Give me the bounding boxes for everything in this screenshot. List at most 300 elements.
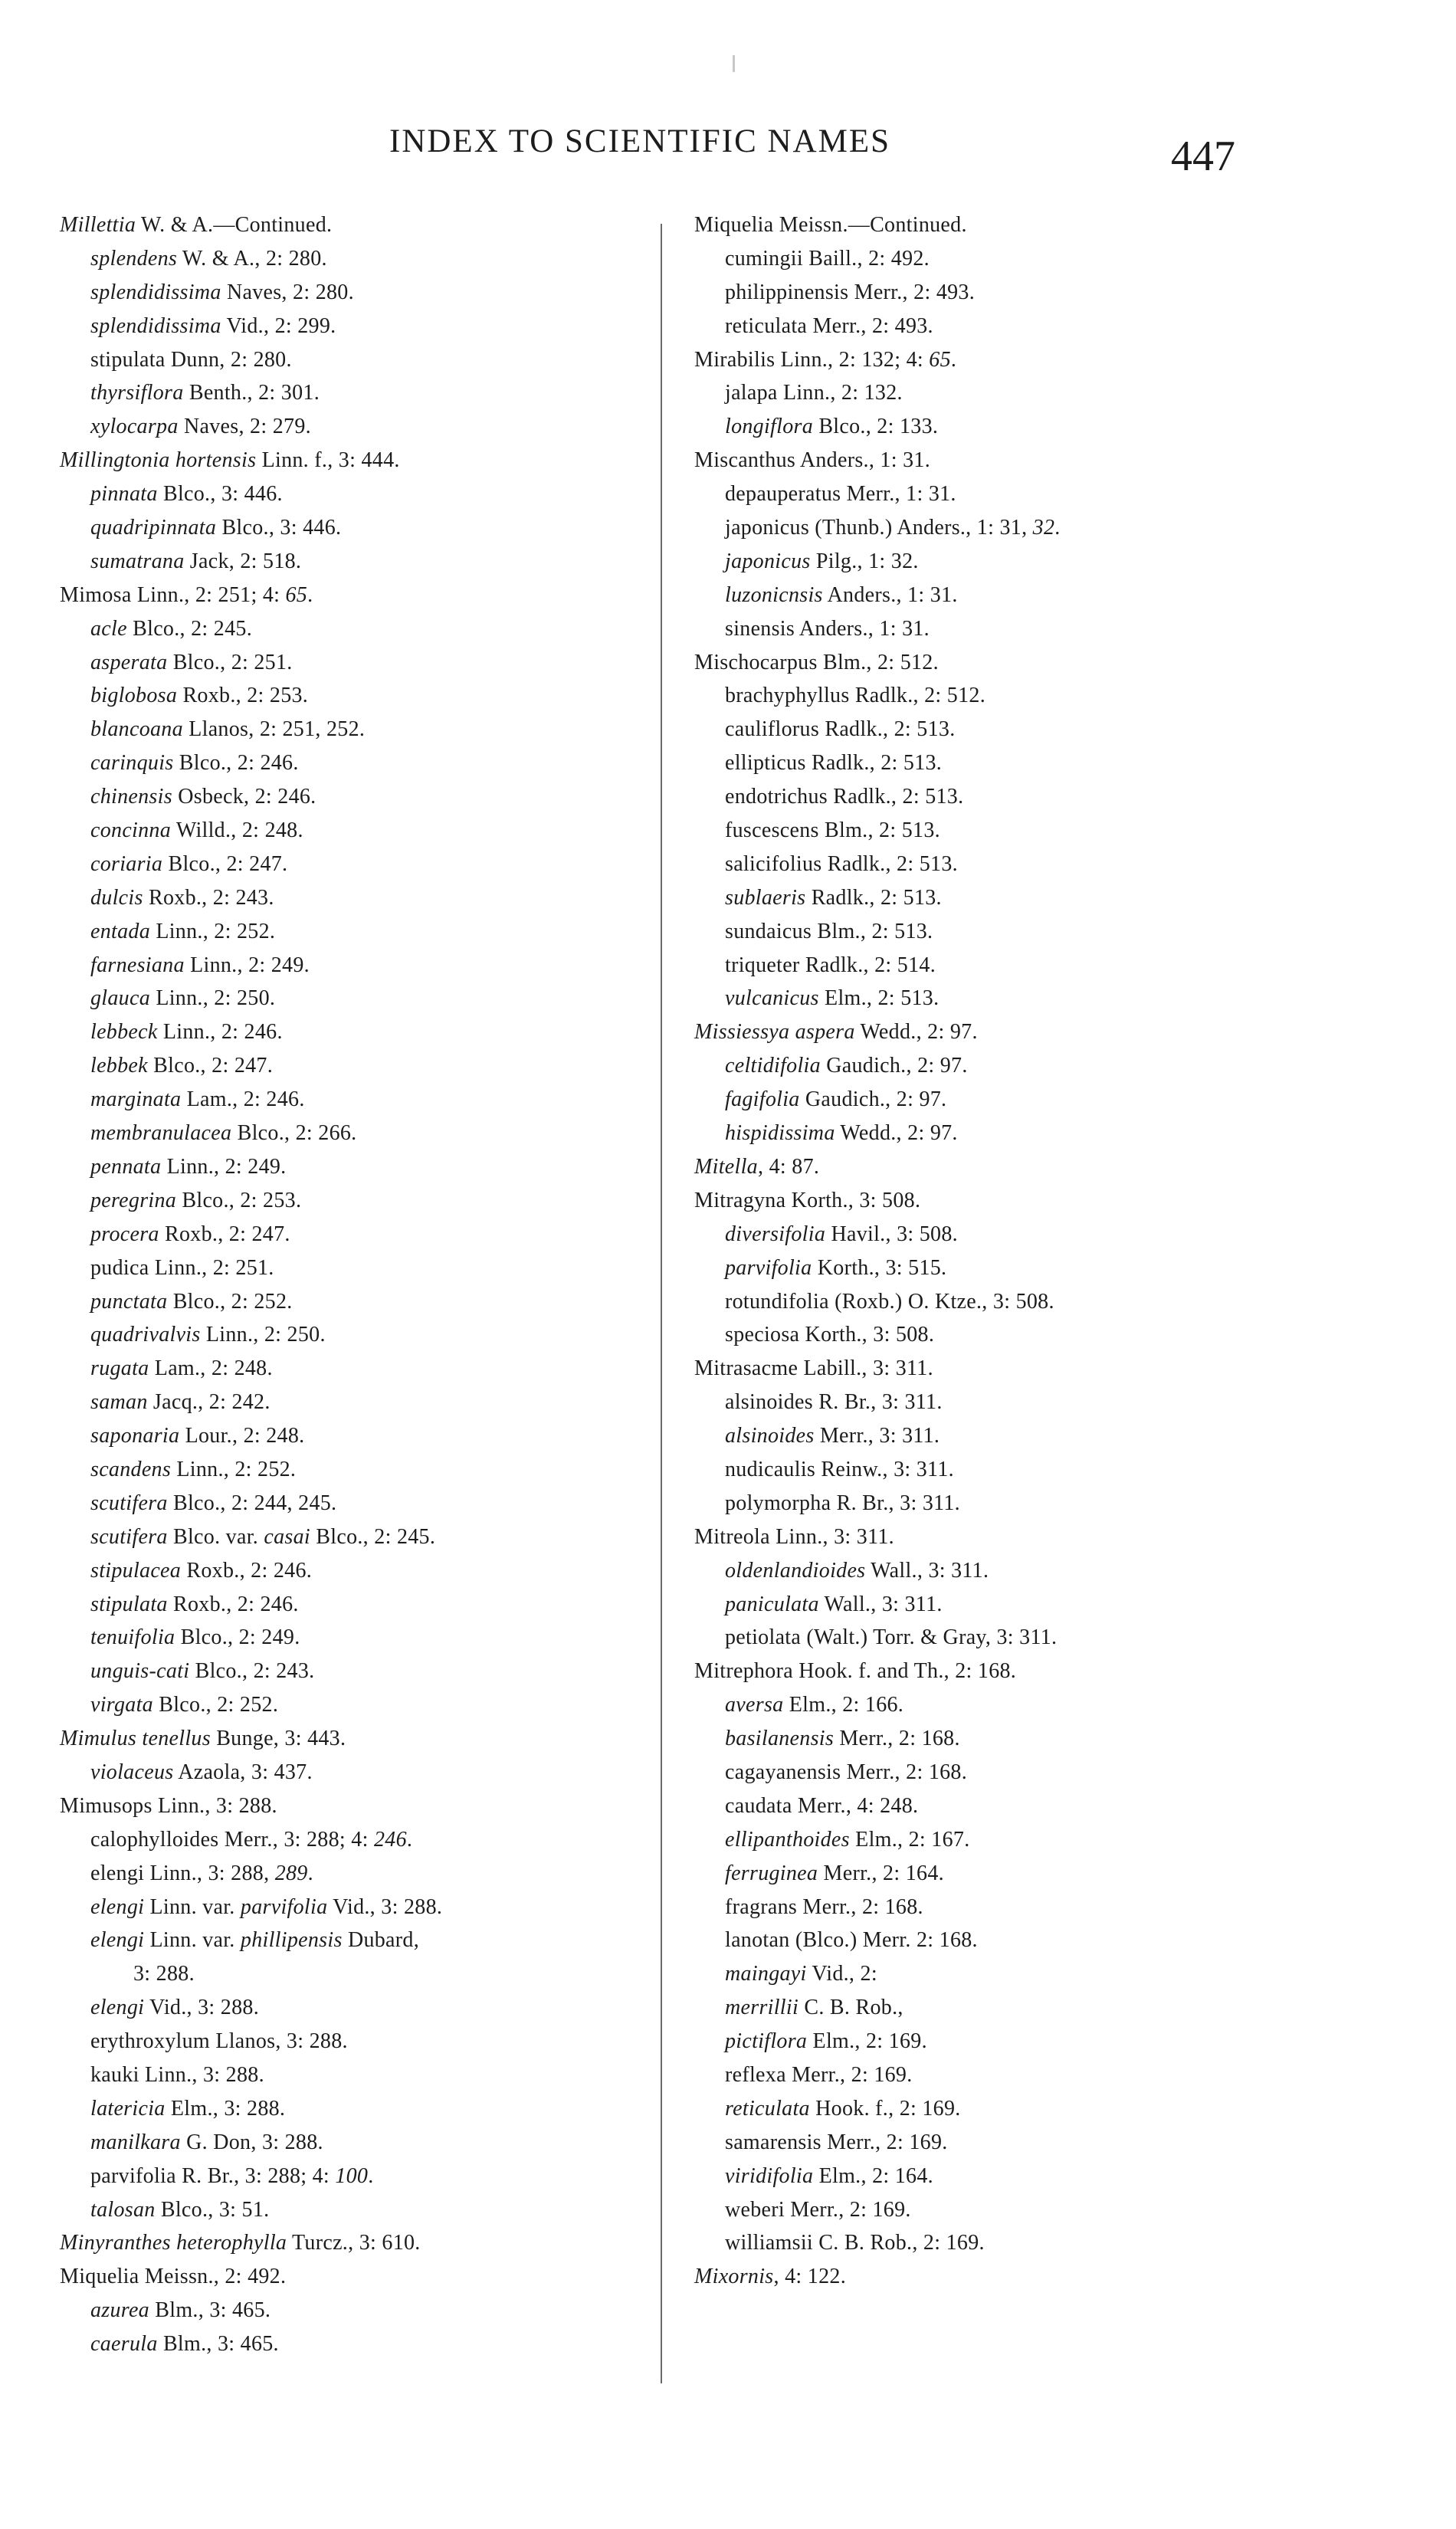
- roman-text: Jack, 2: 518.: [184, 549, 302, 573]
- index-entry-genus: [60, 2260, 688, 2294]
- italic-text: marginata: [90, 1087, 182, 1112]
- italic-text: xylocarpa: [90, 415, 179, 439]
- roman-text: Linn., 2: 252.: [171, 1457, 297, 1481]
- italic-text: caerula: [90, 2332, 158, 2357]
- roman-text: fuscescens Blm., 2: 513.: [725, 818, 940, 843]
- roman-text: Elm., 3: 288.: [165, 2096, 286, 2121]
- roman-text: Blco., 2: 252.: [167, 1289, 293, 1314]
- roman-text: Roxb., 2: 243.: [143, 885, 274, 910]
- roman-text: alsinoides R. Br., 3: 311.: [725, 1390, 943, 1415]
- roman-text: reticulata Merr., 2: 493.: [725, 313, 933, 338]
- index-entry-genus: [694, 646, 1323, 680]
- left-column: [60, 208, 688, 2361]
- italic-text: 100: [335, 2163, 369, 2188]
- roman-text: pudica Linn., 2: 251.: [90, 1255, 274, 1280]
- roman-text: Roxb., 2: 246.: [167, 1592, 299, 1616]
- index-entry-species: [60, 814, 688, 848]
- italic-text: stipulata: [90, 1592, 168, 1616]
- italic-text: elengi: [90, 1996, 145, 2020]
- index-entry-species: [60, 1218, 688, 1251]
- index-entry-species: [60, 1049, 688, 1083]
- roman-text: ellipticus Radlk., 2: 513.: [725, 751, 943, 776]
- roman-text: sinensis Anders., 1: 31.: [725, 616, 930, 641]
- italic-text: concinna: [90, 818, 172, 843]
- index-entry-species: [60, 242, 688, 276]
- index-entry-species: [694, 949, 1323, 982]
- index-entry-species: [60, 1688, 688, 1722]
- index-entry-species: [60, 2327, 688, 2361]
- index-entry-species: [60, 1150, 688, 1184]
- index-entry-species: [60, 1352, 688, 1386]
- italic-text: blancoana: [90, 717, 183, 742]
- index-entry-species: [60, 1621, 688, 1655]
- roman-text: Lour., 2: 248.: [179, 1424, 305, 1448]
- index-entry-species: [694, 1991, 1323, 2025]
- index-entry-species: [694, 1688, 1323, 1722]
- roman-text: Miquelia Meissn.—Continued.: [694, 213, 967, 237]
- index-entry-species: [60, 679, 688, 713]
- roman-text: jalapa Linn., 2: 132.: [725, 381, 903, 405]
- index-entry-species: [60, 1924, 688, 1957]
- italic-text: Millingtonia hortensis: [60, 448, 257, 473]
- italic-text: Minyranthes heterophylla: [60, 2231, 287, 2255]
- index-entry-species: [60, 713, 688, 746]
- index-entry-species: [694, 1621, 1323, 1655]
- italic-text: manilkara: [90, 2130, 181, 2154]
- page-number: 447: [1171, 133, 1235, 180]
- roman-text: W. & A., 2: 280.: [177, 246, 327, 271]
- index-entry-species: [694, 1823, 1323, 1857]
- roman-text: G. Don, 3: 288.: [180, 2130, 323, 2154]
- roman-text: Blm., 3: 465.: [157, 2332, 279, 2357]
- roman-text: Gaudich., 2: 97.: [799, 1087, 947, 1112]
- index-entry-species: [60, 2058, 688, 2092]
- index-entry-species: [694, 1117, 1323, 1150]
- index-entry-species: [694, 1285, 1323, 1319]
- index-entry-species: [694, 276, 1323, 310]
- roman-text: Havil., 3: 508.: [825, 1222, 958, 1246]
- index-entry-genus: [60, 2226, 688, 2260]
- roman-text: Blco., 2: 249.: [175, 1625, 300, 1650]
- roman-text: endotrichus Radlk., 2: 513.: [725, 785, 964, 809]
- roman-text: Linn., 2: 249.: [161, 1154, 287, 1179]
- roman-text: Merr., 3: 311.: [814, 1424, 940, 1448]
- italic-text: acle: [90, 616, 127, 641]
- roman-text: Merr., 2: 164.: [818, 1861, 944, 1885]
- roman-text: Roxb., 2: 253.: [177, 684, 309, 708]
- index-entry-species: [60, 915, 688, 949]
- index-entry-species: [694, 477, 1323, 511]
- italic-text: azurea: [90, 2298, 149, 2323]
- roman-text: Anders., 1: 31.: [822, 582, 958, 607]
- roman-text: sundaicus Blm., 2: 513.: [725, 919, 933, 943]
- index-entry-species: [694, 511, 1323, 545]
- index-entry-genus: [694, 1655, 1323, 1688]
- italic-text: rugata: [90, 1356, 149, 1381]
- roman-text: Miscanthus Anders., 1: 31.: [694, 448, 931, 473]
- roman-text: , 4: 122.: [773, 2265, 846, 2289]
- italic-text: luzonicnsis: [725, 582, 823, 607]
- index-entry-species: [60, 1184, 688, 1218]
- index-entry-species: [694, 2193, 1323, 2227]
- index-entry-species: [694, 242, 1323, 276]
- index-entry-species: [694, 2092, 1323, 2126]
- roman-text: Blco., 3: 446.: [157, 482, 283, 507]
- index-entry-species: [60, 410, 688, 444]
- italic-text: thyrsiflora: [90, 381, 184, 405]
- index-entry-species: [60, 1083, 688, 1117]
- italic-text: violaceus: [90, 1760, 174, 1784]
- roman-text: Elm., 2: 166.: [783, 1693, 904, 1717]
- roman-text: Linn., 2: 252.: [150, 919, 276, 943]
- roman-text: williamsii C. B. Rob., 2: 169.: [725, 2231, 985, 2255]
- index-entry-species: [60, 310, 688, 343]
- index-entry-species: [60, 1823, 688, 1857]
- index-entry-species: [60, 1957, 688, 1991]
- index-entry-genus: [694, 343, 1323, 377]
- index-entry-species: [694, 713, 1323, 746]
- roman-text: C. B. Rob.,: [799, 1996, 903, 2020]
- index-entry-species: [694, 1957, 1323, 1991]
- index-entry-species: [694, 814, 1323, 848]
- roman-text: Mitrasacme Labill., 3: 311.: [694, 1356, 933, 1381]
- italic-text: scutifera: [90, 1524, 168, 1549]
- roman-text: Blm., 3: 465.: [149, 2298, 271, 2323]
- roman-text: Turcz., 3: 610.: [287, 2231, 421, 2255]
- roman-text: Azaola, 3: 437.: [173, 1760, 313, 1784]
- italic-text: latericia: [90, 2096, 166, 2121]
- index-entry-species: [60, 2160, 688, 2193]
- roman-text: cagayanensis Merr., 2: 168.: [725, 1760, 968, 1784]
- index-entry-species: [694, 310, 1323, 343]
- roman-text: Vid., 3: 288.: [144, 1996, 260, 2020]
- roman-text: elengi Linn., 3: 288,: [90, 1861, 275, 1885]
- roman-text: Wall., 3: 311.: [818, 1592, 943, 1616]
- roman-text: Naves, 2: 280.: [221, 280, 354, 304]
- roman-text: Radlk., 2: 513.: [805, 885, 942, 910]
- roman-text: Linn., 2: 250.: [150, 986, 276, 1011]
- index-entry-species: [694, 612, 1323, 646]
- italic-text: glauca: [90, 986, 151, 1011]
- index-entry-species: [694, 915, 1323, 949]
- roman-text: Wedd., 2: 97.: [835, 1121, 958, 1146]
- italic-text: asperata: [90, 650, 168, 674]
- roman-text: Hook. f., 2: 169.: [809, 2096, 961, 2121]
- index-entry-species: [60, 1453, 688, 1487]
- roman-text: 3: 288.: [133, 1962, 195, 1986]
- index-entry-genus: [60, 1789, 688, 1823]
- italic-text: basilanensis: [725, 1727, 835, 1751]
- italic-text: parvifolia: [725, 1255, 812, 1280]
- italic-text: entada: [90, 919, 151, 943]
- italic-text: pennata: [90, 1154, 162, 1179]
- italic-text: ferruginea: [725, 1861, 818, 1885]
- italic-text: Millettia: [60, 213, 136, 237]
- index-entry-genus: [694, 208, 1323, 242]
- index-entry-genus: [60, 444, 688, 477]
- index-entry-species: [60, 1251, 688, 1285]
- roman-text: Elm., 2: 169.: [807, 2029, 927, 2054]
- index-entry-genus: [60, 579, 688, 612]
- index-entry-species: [60, 646, 688, 680]
- roman-text: weberi Merr., 2: 169.: [725, 2197, 911, 2222]
- index-entry-species: [694, 2160, 1323, 2193]
- index-entry-species: [694, 1891, 1323, 1924]
- italic-text: unguis-cati: [90, 1659, 190, 1684]
- italic-text: alsinoides: [725, 1424, 815, 1448]
- index-entry-species: [60, 1588, 688, 1622]
- italic-text: talosan: [90, 2197, 156, 2222]
- roman-text: Elm., 2: 167.: [849, 1827, 970, 1852]
- index-entry-species: [694, 2126, 1323, 2160]
- italic-text: maingayi: [725, 1962, 807, 1986]
- roman-text: polymorpha R. Br., 3: 311.: [725, 1491, 960, 1515]
- roman-text: petiolata (Walt.) Torr. & Gray, 3: 311.: [725, 1625, 1058, 1650]
- index-entry-species: [60, 511, 688, 545]
- index-entry-species: [694, 679, 1323, 713]
- index-entry-species: [694, 1386, 1323, 1419]
- roman-text: Blco., 2: 246.: [173, 751, 299, 776]
- italic-text: biglobosa: [90, 684, 178, 708]
- index-entry-species: [60, 1419, 688, 1453]
- index-entry-species: [694, 2058, 1323, 2092]
- index-entry-species: [60, 376, 688, 410]
- italic-text: tenuifolia: [90, 1625, 175, 1650]
- roman-text: Blco., 2: 244, 245.: [167, 1491, 337, 1515]
- roman-text: Pilg., 1: 32.: [810, 549, 919, 573]
- roman-text: Osbeck, 2: 246.: [172, 785, 316, 809]
- roman-text: Gaudich., 2: 97.: [820, 1054, 968, 1078]
- roman-text: Mitragyna Korth., 3: 508.: [694, 1188, 921, 1212]
- roman-text: Linn., 2: 250.: [200, 1323, 326, 1347]
- roman-text: rotundifolia (Roxb.) O. Ktze., 3: 508.: [725, 1289, 1054, 1314]
- italic-text: elengi: [90, 1928, 145, 1953]
- index-entry-species: [694, 376, 1323, 410]
- index-entry-species: [694, 1588, 1323, 1622]
- roman-text: Elm., 2: 164.: [813, 2163, 933, 2188]
- roman-text: W. & A.—Continued.: [136, 213, 333, 237]
- scan-mark: [733, 55, 735, 72]
- italic-text: 246: [373, 1827, 407, 1852]
- italic-text: scandens: [90, 1457, 172, 1481]
- italic-text: scutifera: [90, 1491, 168, 1515]
- index-entry-species: [694, 579, 1323, 612]
- roman-text: Blco., 2: 245.: [126, 616, 253, 641]
- roman-text: Korth., 3: 515.: [812, 1255, 947, 1280]
- italic-text: aversa: [725, 1693, 784, 1717]
- index-entry-species: [60, 949, 688, 982]
- italic-text: lebbek: [90, 1054, 148, 1078]
- italic-text: saponaria: [90, 1424, 180, 1448]
- roman-text: Jacq., 2: 242.: [147, 1390, 271, 1415]
- italic-text: splendidissima: [90, 313, 221, 338]
- italic-text: membranulacea: [90, 1121, 232, 1146]
- index-entry-species: [60, 2126, 688, 2160]
- index-entry-genus: [694, 1184, 1323, 1218]
- roman-text: .: [307, 582, 313, 607]
- index-entry-genus: [694, 1520, 1323, 1554]
- italic-text: punctata: [90, 1289, 168, 1314]
- index-entry-species: [60, 780, 688, 814]
- italic-text: Mimulus tenellus: [60, 1727, 211, 1751]
- roman-text: .: [1054, 516, 1061, 540]
- index-entry-species: [60, 1117, 688, 1150]
- italic-text: viridifolia: [725, 2163, 814, 2188]
- index-entry-species: [694, 982, 1323, 1015]
- index-entry-genus: [60, 208, 688, 242]
- roman-text: Dubard,: [342, 1928, 420, 1953]
- italic-text: oldenlandioides: [725, 1558, 866, 1583]
- roman-text: Willd., 2: 248.: [171, 818, 303, 843]
- roman-text: .: [950, 347, 957, 372]
- index-entry-species: [694, 1218, 1323, 1251]
- italic-text: dulcis: [90, 885, 143, 910]
- index-entry-species: [694, 746, 1323, 780]
- index-entry-species: [694, 1756, 1323, 1789]
- index-entry-species: [60, 848, 688, 881]
- index-entry-species: [694, 1419, 1323, 1453]
- roman-text: Vid., 3: 288.: [327, 1894, 443, 1919]
- roman-text: samarensis Merr., 2: 169.: [725, 2130, 948, 2154]
- italic-text: chinensis: [90, 785, 172, 809]
- roman-text: Blco., 2: 247.: [162, 851, 288, 876]
- roman-text: Vid., 2:: [806, 1962, 877, 1986]
- index-entry-species: [60, 2025, 688, 2058]
- roman-text: japonicus (Thunb.) Anders., 1: 31,: [725, 516, 1033, 540]
- roman-text: Naves, 2: 279.: [178, 415, 311, 439]
- index-entry-species: [694, 2226, 1323, 2260]
- index-entry-species: [60, 545, 688, 579]
- index-entry-species: [60, 1386, 688, 1419]
- italic-text: Mixornis: [694, 2265, 774, 2289]
- italic-text: coriaria: [90, 851, 163, 876]
- roman-text: cumingii Baill., 2: 492.: [725, 246, 930, 271]
- roman-text: Blco., 3: 51.: [155, 2197, 270, 2222]
- index-entry-species: [694, 848, 1323, 881]
- italic-text: vulcanicus: [725, 986, 819, 1011]
- italic-text: 65: [285, 582, 308, 607]
- roman-text: caudata Merr., 4: 248.: [725, 1793, 919, 1818]
- roman-text: Blco., 2: 251.: [167, 650, 293, 674]
- index-entry-species: [694, 780, 1323, 814]
- roman-text: erythroxylum Llanos, 3: 288.: [90, 2029, 348, 2054]
- index-entry-species: [60, 746, 688, 780]
- index-entry-species: [60, 1318, 688, 1352]
- index-entry-genus: [694, 1352, 1323, 1386]
- index-entry-species: [694, 1487, 1323, 1520]
- italic-text: japonicus: [725, 549, 811, 573]
- column-divider: [661, 224, 662, 2383]
- italic-text: fagifolia: [725, 1087, 800, 1112]
- roman-text: Blco., 3: 446.: [216, 516, 342, 540]
- roman-text: Linn. f., 3: 444.: [256, 448, 400, 473]
- roman-text: lanotan (Blco.) Merr. 2: 168.: [725, 1928, 978, 1953]
- roman-text: Linn. var.: [144, 1894, 241, 1919]
- italic-text: saman: [90, 1390, 148, 1415]
- italic-text: elengi: [90, 1894, 145, 1919]
- italic-text: longiflora: [725, 415, 814, 439]
- index-entry-species: [60, 1891, 688, 1924]
- index-entry-species: [60, 1285, 688, 1319]
- index-entry-species: [694, 1857, 1323, 1891]
- roman-text: cauliflorus Radlk., 2: 513.: [725, 717, 956, 742]
- roman-text: Mitreola Linn., 3: 311.: [694, 1524, 894, 1549]
- index-entry-species: [60, 1520, 688, 1554]
- roman-text: reflexa Merr., 2: 169.: [725, 2062, 913, 2087]
- index-entry-species: [694, 881, 1323, 915]
- roman-text: calophylloides Merr., 3: 288; 4:: [90, 1827, 374, 1852]
- roman-text: triqueter Radlk., 2: 514.: [725, 953, 936, 977]
- index-entry-species: [60, 1655, 688, 1688]
- italic-text: procera: [90, 1222, 159, 1246]
- roman-text: .: [406, 1827, 413, 1852]
- index-entry-species: [694, 545, 1323, 579]
- italic-text: splendens: [90, 246, 178, 271]
- italic-text: hispidissima: [725, 1121, 835, 1146]
- index-entry-genus: [694, 1015, 1323, 1049]
- roman-text: Lam., 2: 246.: [181, 1087, 305, 1112]
- roman-text: , 4: 87.: [757, 1154, 820, 1179]
- index-entry-species: [694, 2025, 1323, 2058]
- roman-text: stipulata Dunn, 2: 280.: [90, 347, 292, 372]
- italic-text: diversifolia: [725, 1222, 826, 1246]
- italic-text: parvifolia: [240, 1894, 328, 1919]
- roman-text: Blco., 2: 252.: [152, 1693, 279, 1717]
- italic-text: celtidifolia: [725, 1054, 821, 1078]
- index-entry-species: [60, 276, 688, 310]
- roman-text: Llanos, 2: 251, 252.: [182, 717, 366, 742]
- roman-text: Vid., 2: 299.: [221, 313, 336, 338]
- roman-text: kauki Linn., 3: 288.: [90, 2062, 264, 2087]
- roman-text: Lam., 2: 248.: [149, 1356, 273, 1381]
- roman-text: fragrans Merr., 2: 168.: [725, 1894, 923, 1919]
- roman-text: .: [368, 2163, 374, 2188]
- italic-text: farnesiana: [90, 953, 185, 977]
- roman-text: Linn., 2: 246.: [157, 1020, 283, 1045]
- index-entry-species: [60, 2193, 688, 2227]
- italic-text: lebbeck: [90, 1020, 158, 1045]
- italic-text: carinquis: [90, 751, 174, 776]
- italic-text: quadrivalvis: [90, 1323, 201, 1347]
- roman-text: Mischocarpus Blm., 2: 512.: [694, 650, 939, 674]
- index-entry-species: [694, 1554, 1323, 1588]
- roman-text: Roxb., 2: 246.: [181, 1558, 313, 1583]
- index-entry-species: [60, 612, 688, 646]
- roman-text: Merr., 2: 168.: [834, 1727, 960, 1751]
- roman-text: Linn. var.: [144, 1928, 241, 1953]
- index-entry-genus: [694, 2260, 1323, 2294]
- roman-text: Blco., 2: 133.: [813, 415, 939, 439]
- roman-text: Benth., 2: 301.: [183, 381, 320, 405]
- italic-text: sublaeris: [725, 885, 806, 910]
- index-entry-species: [60, 477, 688, 511]
- roman-text: Miquelia Meissn., 2: 492.: [60, 2265, 287, 2289]
- roman-text: Blco., 2: 266.: [231, 1121, 357, 1146]
- roman-text: Blco., 2: 247.: [147, 1054, 274, 1078]
- italic-text: 32: [1032, 516, 1055, 540]
- roman-text: nudicaulis Reinw., 3: 311.: [725, 1457, 954, 1481]
- right-column: [694, 208, 1323, 2294]
- roman-text: brachyphyllus Radlk., 2: 512.: [725, 684, 985, 708]
- roman-text: .: [307, 1861, 313, 1885]
- italic-text: pinnata: [90, 482, 158, 507]
- italic-text: reticulata: [725, 2096, 810, 2121]
- italic-text: merrillii: [725, 1996, 799, 2020]
- roman-text: Roxb., 2: 247.: [159, 1222, 290, 1246]
- roman-text: Blco., 2: 243.: [189, 1659, 315, 1684]
- index-entry-species: [694, 1049, 1323, 1083]
- italic-text: splendidissima: [90, 280, 221, 304]
